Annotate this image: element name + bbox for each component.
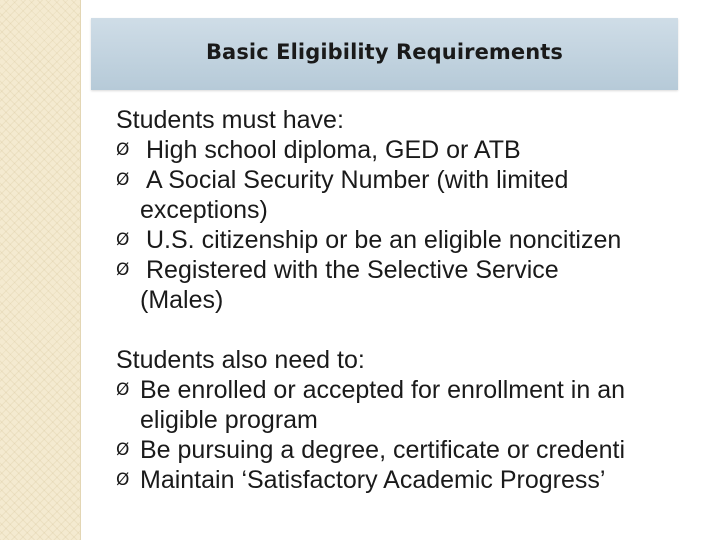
arrow-bullet-icon: Ø: [116, 440, 130, 460]
section2-lead: Students also need to:: [116, 346, 365, 374]
list-item-text: Registered with the Selective Service: [146, 256, 559, 284]
section2: [116, 345, 720, 495]
list-item-text: U.S. citizenship or be an eligible noncitizen: [146, 226, 622, 254]
list-item-text: High school diploma, GED or ATB: [146, 136, 521, 164]
list-item: [116, 375, 720, 435]
arrow-bullet-icon: Ø: [116, 470, 130, 490]
title-band: [91, 18, 678, 90]
list-item-text-cont: eligible program: [140, 406, 318, 434]
arrow-bullet-icon: Ø: [116, 380, 130, 400]
section1-lead: Students must have:: [116, 106, 344, 134]
slide-title: Basic Eligibility Requirements: [205, 40, 564, 64]
list-item-text: A Social Security Number (with limited: [146, 166, 569, 194]
list-item-text-cont: (Males): [140, 286, 224, 314]
arrow-bullet-icon: Ø: [116, 140, 130, 160]
arrow-bullet-icon: Ø: [116, 230, 130, 250]
list-item-text-cont: exceptions): [140, 196, 268, 224]
list-item: [116, 135, 720, 165]
list-item: [116, 255, 720, 315]
list-item-text: Maintain ‘Satisfactory Academic Progress’: [140, 466, 606, 494]
list-item: [116, 435, 720, 465]
section1-list: [116, 135, 720, 315]
decorative-side-strip: [0, 0, 81, 540]
list-item: [116, 165, 720, 225]
arrow-bullet-icon: Ø: [116, 260, 130, 280]
list-item: [116, 225, 720, 255]
arrow-bullet-icon: Ø: [116, 170, 130, 190]
list-item: [116, 465, 720, 495]
section2-list: [116, 375, 720, 495]
slide-body: [116, 105, 720, 495]
list-item-text: Be pursuing a degree, certificate or credenti: [140, 436, 625, 464]
list-item-text: Be enrolled or accepted for enrollment in an: [140, 376, 626, 404]
